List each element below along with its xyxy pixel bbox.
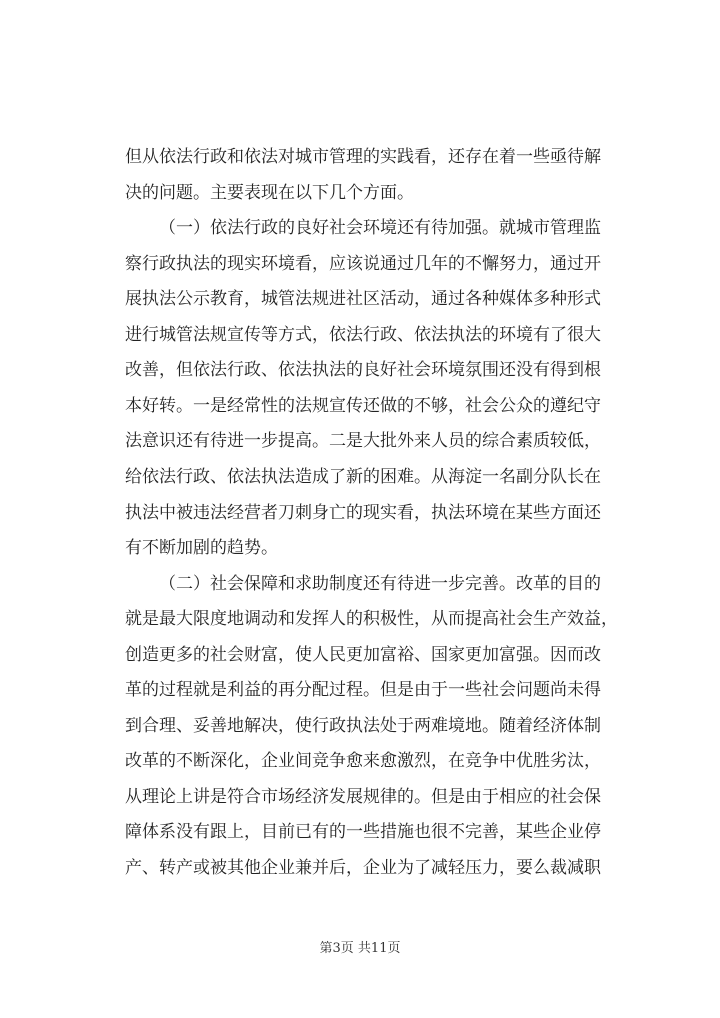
- text-line: （二）社会保障和求助制度还有待进一步完善。改革的目的: [159, 573, 601, 594]
- text-line: 本好转。一是经常性的法规宣传还做的不够，社会公众的遵纪守: [125, 395, 601, 416]
- text-line: 改善，但依法行政、依法执法的良好社会环境氛围还没有得到根: [125, 360, 601, 381]
- text-line: 展执法公示教育，城管法规进社区活动，通过各种媒体多种形式: [125, 289, 601, 310]
- text-line: 但从依法行政和依法对城市管理的实践看，还存在着一些亟待解: [125, 147, 601, 167]
- text-line: 察行政执法的现实环境看，应该说通过几年的不懈努力，通过开: [125, 253, 601, 274]
- text-line: 革的过程就是利益的再分配过程。但是由于一些社会问题尚未得: [125, 680, 601, 701]
- text-line: 创造更多的社会财富，使人民更加富裕、国家更加富强。因而改: [125, 644, 601, 665]
- text-line: 执法中被违法经营者刀刺身亡的现实看，执法环境在某些方面还: [125, 502, 601, 523]
- page-footer: 第3页 共11页: [319, 941, 401, 956]
- text-line: 法意识还有待进一步提高。二是大批外来人员的综合素质较低，: [125, 431, 601, 452]
- text-line: 给依法行政、依法执法造成了新的困难。从海淀一名副分队长在: [125, 466, 601, 487]
- text-line: 到合理、妥善地解决，使行政执法处于两难境地。随着经济体制: [125, 715, 601, 736]
- text-line: （一）依法行政的良好社会环境还有待加强。就城市管理监: [159, 218, 601, 239]
- text-line: 障体系没有跟上，目前已有的一些措施也很不完善，某些企业停: [125, 822, 601, 843]
- text-line: 进行城管法规宣传等方式，依法行政、依法执法的环境有了很大: [125, 324, 601, 345]
- text-line: 从理论上讲是符合市场经济发展规律的。但是由于相应的社会保: [125, 786, 601, 807]
- text-line: 决的问题。主要表现在以下几个方面。: [125, 182, 414, 203]
- text-line: 改革的不断深化，企业间竞争愈来愈激烈，在竞争中优胜劣汰，: [125, 751, 601, 772]
- text-line: 有不断加剧的趋势。: [125, 538, 278, 559]
- text-line: 产、转产或被其他企业兼并后，企业为了减轻压力，要么裁减职: [125, 858, 601, 878]
- text-line: 就是最大限度地调动和发挥人的积极性，从而提高社会生产效益，: [125, 609, 618, 630]
